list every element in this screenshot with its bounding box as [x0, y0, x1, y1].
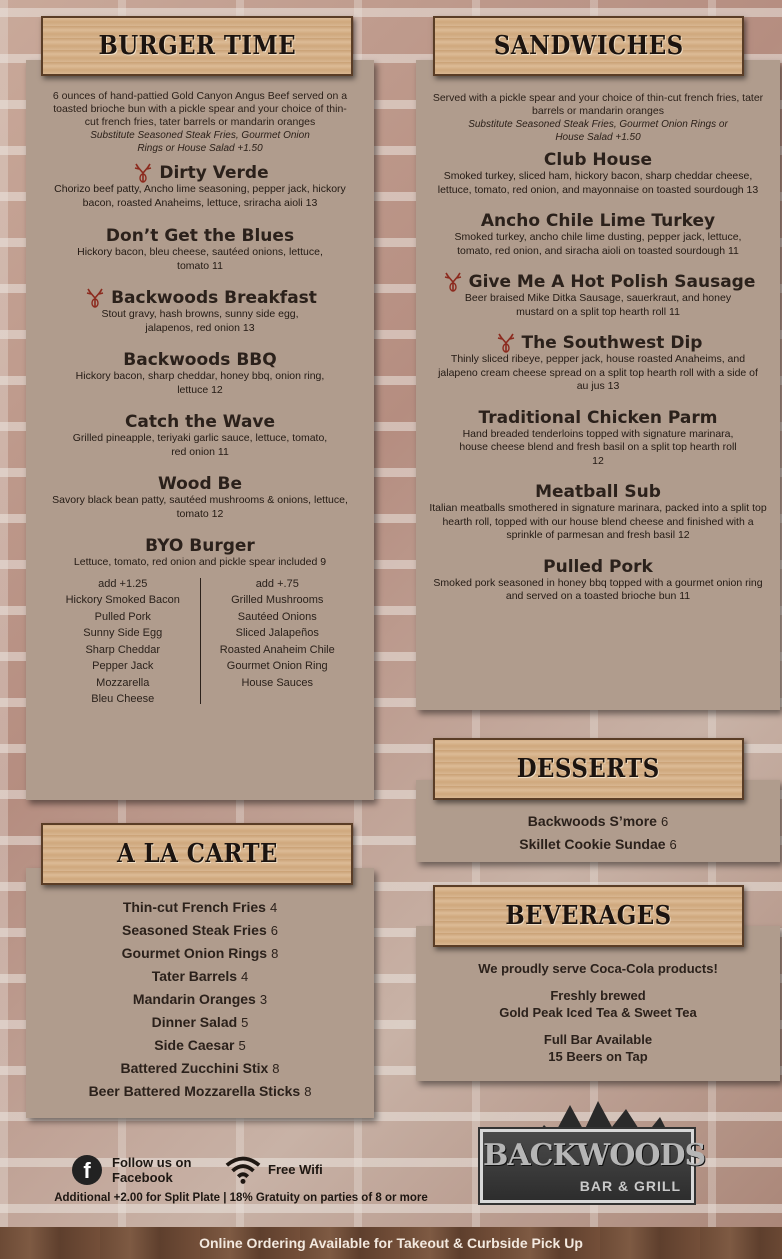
menu-item — [34, 474, 366, 521]
beverage-line: Gold Peak Iced Tea & Sweet Tea — [499, 1005, 697, 1020]
item-price: 4 — [241, 969, 249, 984]
logo-plate — [480, 1129, 706, 1203]
facebook-line1: Follow us on — [112, 1155, 192, 1170]
item-price: 6 — [270, 923, 278, 938]
burger-intro-sub: Substitute Seasoned Steak Fries, Gourmet Onion Rings or House Salad +1.50 — [90, 130, 310, 154]
antler-icon — [83, 288, 107, 308]
wifi-label: Free Wifi — [268, 1162, 323, 1177]
beverage-line: Full Bar Available — [543, 1032, 653, 1047]
facebook-link[interactable] — [112, 1155, 191, 1185]
addons-table — [34, 576, 366, 708]
menu-item — [422, 557, 774, 604]
wifi-icon — [224, 1153, 262, 1185]
antler-icon — [494, 333, 518, 353]
item-name: Beer Battered Mozzarella Sticks — [88, 1083, 301, 1099]
addon-item: Mozzarella — [96, 676, 150, 689]
antler-icon — [441, 272, 465, 292]
item-price: 4 — [269, 900, 278, 915]
item-name: Catch the Wave — [124, 412, 276, 432]
footer-notes: Additional +2.00 for Split Plate | 18% Gratuity on parties of 8 or more — [54, 1192, 428, 1204]
item-price: 6 — [669, 837, 677, 852]
addon-item: Sunny Side Egg — [83, 627, 163, 639]
item-name: Backwoods BBQ — [123, 350, 277, 370]
menu-item — [26, 1011, 374, 1034]
menu-item — [26, 965, 374, 988]
item-name: Wood Be — [157, 474, 243, 494]
beverage-line: We proudly serve Coca-Cola products! — [478, 961, 718, 976]
item-desc: Hickory bacon, bleu cheese, sautéed onions, lettuce, tomato 11 — [77, 246, 323, 272]
addon-item: Hickory Smoked Bacon — [65, 594, 180, 606]
menu-item — [422, 272, 774, 319]
online-ordering-text: Online Ordering Available for Takeout & Curbside Pick Up — [199, 1235, 583, 1251]
sandwiches-banner — [433, 16, 744, 76]
item-name: Backwoods Breakfast — [111, 288, 317, 308]
item-price: 3 — [259, 992, 268, 1007]
menu-item — [34, 226, 366, 273]
item-name: Don’t Get the Blues — [105, 226, 295, 246]
item-name: The Southwest Dip — [521, 333, 703, 353]
backwoods-logo — [474, 1095, 706, 1207]
burger-title: BURGER TIME — [98, 31, 296, 61]
item-desc: Thinly sliced ribeye, pepper jack, house roasted Anaheims, and jalapeno cream cheese spread on a split top hearth roll with a side of au jus 13 — [438, 353, 758, 392]
alacarte-title: A LA CARTE — [116, 839, 278, 869]
menu-item — [416, 833, 780, 856]
item-name: Skillet Cookie Sundae — [519, 836, 666, 852]
desserts-banner — [433, 738, 744, 800]
logo-sub: BAR & GRILL — [579, 1178, 681, 1194]
item-desc: Hand breaded tenderloins topped with signature marinara, house cheese blend and fresh basil on a split top hearth roll 12 — [459, 427, 737, 467]
logo-name: BACKWOODS — [483, 1138, 706, 1173]
footer-strip — [16, 1145, 466, 1217]
addon-item: Gourmet Onion Ring — [226, 660, 328, 672]
item-name: Thin-cut French Fries — [122, 899, 266, 915]
item-desc: Chorizo beef patty, Ancho lime seasoning, pepper jack, hickory bacon, roasted Anaheims, lettuce, sriracha aioli 13 — [54, 183, 346, 209]
addon-item: Grilled Mushrooms — [231, 594, 324, 606]
addon-item: House Sauces — [241, 676, 314, 689]
menu-item — [26, 896, 374, 919]
addon-item: Bleu Cheese — [91, 693, 155, 705]
facebook-icon[interactable]: f — [72, 1155, 102, 1185]
burger-panel — [26, 60, 374, 800]
menu-item — [422, 211, 774, 258]
item-name: Side Caesar — [154, 1037, 235, 1053]
online-ordering-bar — [0, 1227, 782, 1259]
beverages-panel — [416, 926, 780, 1081]
addon-item: Sliced Jalapeños — [235, 627, 319, 639]
burger-intro: 6 ounces of hand-pattied Gold Canyon Angus Beef served on a toasted brioche bun with a pickle spear and your choice of thin-cut french fries, tater barrels or mandarin oranges — [52, 90, 348, 128]
item-name: BYO Burger — [145, 536, 255, 556]
sandwiches-intro: Served with a pickle spear and your choice of thin-cut french fries, tater barrels or mandarin oranges — [432, 92, 764, 117]
menu-item — [422, 408, 774, 469]
item-desc: Smoked pork seasoned in honey bbq topped with a gourmet onion ring and served on a toasted brioche bun 11 — [433, 576, 763, 602]
item-desc: Grilled pineapple, teriyaki garlic sauce, lettuce, tomato, red onion 11 — [72, 432, 328, 458]
item-name: Ancho Chile Lime Turkey — [480, 211, 716, 231]
item-name: Backwoods S’more — [527, 813, 657, 829]
menu-item — [34, 288, 366, 335]
item-desc: Hickory bacon, sharp cheddar, honey bbq, onion ring, lettuce 12 — [75, 370, 325, 396]
menu-item — [34, 536, 366, 570]
item-name: Dirty Verde — [159, 163, 269, 183]
item-desc: Stout gravy, hash browns, sunny side egg, jalapenos, red onion 13 — [101, 308, 299, 334]
menu-item — [34, 412, 366, 459]
item-desc: Smoked turkey, ancho chile lime dusting, pepper jack, lettuce, tomato, red onion, and siracha aioli on toasted sourdough 11 — [454, 231, 742, 257]
menu-item — [26, 942, 374, 965]
menu-item — [422, 482, 774, 543]
item-price: 5 — [238, 1038, 246, 1053]
item-desc: Lettuce, tomato, red onion and pickle spear included 9 — [73, 556, 327, 568]
item-name: Dinner Salad — [151, 1014, 238, 1030]
item-name: Gourmet Onion Rings — [121, 945, 268, 961]
menu-item — [26, 988, 374, 1011]
burger-banner — [41, 16, 353, 76]
item-price: 5 — [241, 1015, 249, 1030]
addon-item: Pepper Jack — [92, 660, 154, 672]
item-name: Tater Barrels — [151, 968, 238, 984]
item-desc: Beer braised Mike Ditka Sausage, sauerkraut, and honey mustard on a split top hearth roll 11 — [464, 292, 732, 318]
menu-item — [26, 1080, 374, 1103]
facebook-line2: Facebook — [112, 1170, 173, 1185]
menu-item — [26, 919, 374, 942]
item-price: 8 — [304, 1084, 312, 1099]
item-desc: Savory black bean patty, sautéed mushrooms & onions, lettuce, tomato 12 — [52, 494, 348, 520]
addon-item: Roasted Anaheim Chile — [219, 643, 335, 656]
item-name: Mandarin Oranges — [132, 991, 256, 1007]
item-name: Pulled Pork — [543, 556, 653, 577]
menu-item — [422, 333, 774, 394]
item-price: 8 — [271, 946, 279, 961]
addon-item: Sautéed Onions — [237, 610, 317, 623]
item-name: Traditional Chicken Parm — [478, 407, 718, 428]
item-name: Club House — [543, 150, 653, 170]
menu-item — [422, 150, 774, 197]
sandwiches-intro-sub: Substitute Seasoned Steak Fries, Gourmet Onion Rings or House Salad +1.50 — [468, 119, 728, 143]
menu-item — [34, 350, 366, 397]
desserts-title: DESSERTS — [517, 754, 660, 784]
addons-left-header: add +1.25 — [98, 577, 148, 590]
addons-left — [46, 576, 200, 708]
alacarte-panel — [26, 868, 374, 1118]
item-price: 8 — [272, 1061, 280, 1076]
addon-item: Pulled Pork — [94, 610, 151, 623]
menu-item — [416, 810, 780, 833]
beverages-banner — [433, 885, 744, 947]
addons-right-header: add +.75 — [255, 577, 299, 590]
alacarte-banner — [41, 823, 353, 885]
antler-icon — [131, 163, 155, 183]
beverages-title: BEVERAGES — [505, 901, 672, 931]
addons-right — [201, 576, 355, 708]
item-price: 6 — [660, 814, 669, 829]
beverage-line: 15 Beers on Tap — [548, 1049, 648, 1064]
sandwiches-title: SANDWICHES — [493, 31, 684, 61]
menu-item — [34, 163, 366, 210]
sandwiches-panel — [416, 60, 780, 710]
item-desc: Italian meatballs smothered in signature marinara, packed into a split top hearth roll, topped with our house blend cheese and finished with a sprinkle of parmesan and fresh basil 12 — [429, 502, 767, 541]
menu-item — [26, 1034, 374, 1057]
addon-item: Sharp Cheddar — [85, 643, 161, 656]
menu-item — [26, 1057, 374, 1080]
item-name: Battered Zucchini Stix — [120, 1060, 269, 1076]
item-name: Seasoned Steak Fries — [122, 922, 267, 938]
item-name: Give Me A Hot Polish Sausage — [468, 272, 756, 292]
item-name: Meatball Sub — [535, 482, 661, 502]
item-desc: Smoked turkey, sliced ham, hickory bacon, sharp cheddar cheese, lettuce, tomato, red onion, and mayonnaise on toasted sourdough 13 — [437, 170, 759, 196]
beverage-line: Freshly brewed — [550, 988, 646, 1003]
